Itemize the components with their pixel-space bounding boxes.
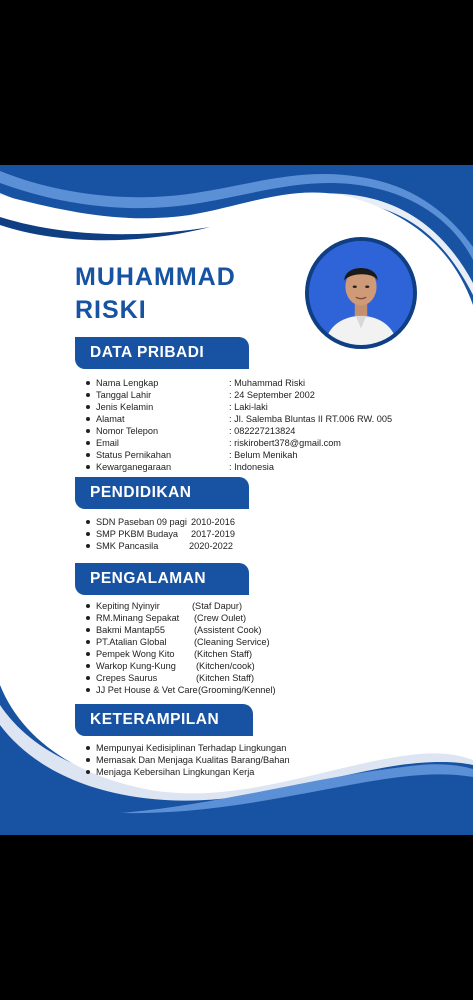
name-line-1: MUHAMMAD — [75, 263, 236, 291]
list-item: Memasak Dan Menjaga Kualitas Barang/Bahan — [86, 754, 326, 766]
list-item: Nama Lengkap : Muhammad Riski — [86, 377, 426, 389]
list-item: Email : riskirobert378@gmail.com — [86, 437, 426, 449]
list-item: Pempek Wong Kito (Kitchen Staff) — [86, 648, 306, 660]
skills-list — [86, 742, 326, 778]
list-item: Warkop Kung-Kung (Kitchen/cook) — [86, 660, 306, 672]
section-header-keterampilan: KETERAMPILAN — [75, 704, 253, 736]
list-item: SDN Paseban 09 pagi 2010-2016 — [86, 516, 286, 528]
section-header-pengalaman: PENGALAMAN — [75, 563, 249, 595]
list-item: Jenis Kelamin : Laki-laki — [86, 401, 426, 413]
list-item: Alamat : Jl. Salemba Bluntas II RT.006 RW. 005 — [86, 413, 426, 425]
personal-data-list — [86, 377, 426, 473]
list-item: RM.Minang Sepakat (Crew Oulet) — [86, 612, 306, 624]
profile-photo — [305, 237, 417, 349]
list-item: Kepiting Nyinyir (Staf Dapur) — [86, 600, 306, 612]
section-header-pendidikan: PENDIDIKAN — [75, 477, 249, 509]
list-item: Kewarganegaraan : Indonesia — [86, 461, 426, 473]
list-item: JJ Pet House & Vet Care (Grooming/Kennel) — [86, 684, 306, 696]
list-item: Status Pernikahan : Belum Menikah — [86, 449, 426, 461]
candidate-name — [75, 261, 236, 327]
list-item: Crepes Saurus (Kitchen Staff) — [86, 672, 306, 684]
list-item: Mempunyai Kedisiplinan Terhadap Lingkungan — [86, 742, 326, 754]
list-item: SMP PKBM Budaya 2017-2019 — [86, 528, 286, 540]
list-item: Nomor Telepon : 082227213824 — [86, 425, 426, 437]
list-item: PT.Atalian Global (Cleaning Service) — [86, 636, 306, 648]
list-item: Menjaga Kebersihan Lingkungan Kerja — [86, 766, 326, 778]
section-header-data-pribadi: DATA PRIBADI — [75, 337, 249, 369]
list-item: Tanggal Lahir : 24 September 2002 — [86, 389, 426, 401]
education-list — [86, 516, 286, 552]
experience-list — [86, 600, 306, 696]
list-item: SMK Pancasila 2020-2022 — [86, 540, 286, 552]
name-line-2: RISKI — [75, 296, 147, 324]
resume-document — [0, 165, 473, 835]
list-item: Bakmi Mantap55 (Assistent Cook) — [86, 624, 306, 636]
